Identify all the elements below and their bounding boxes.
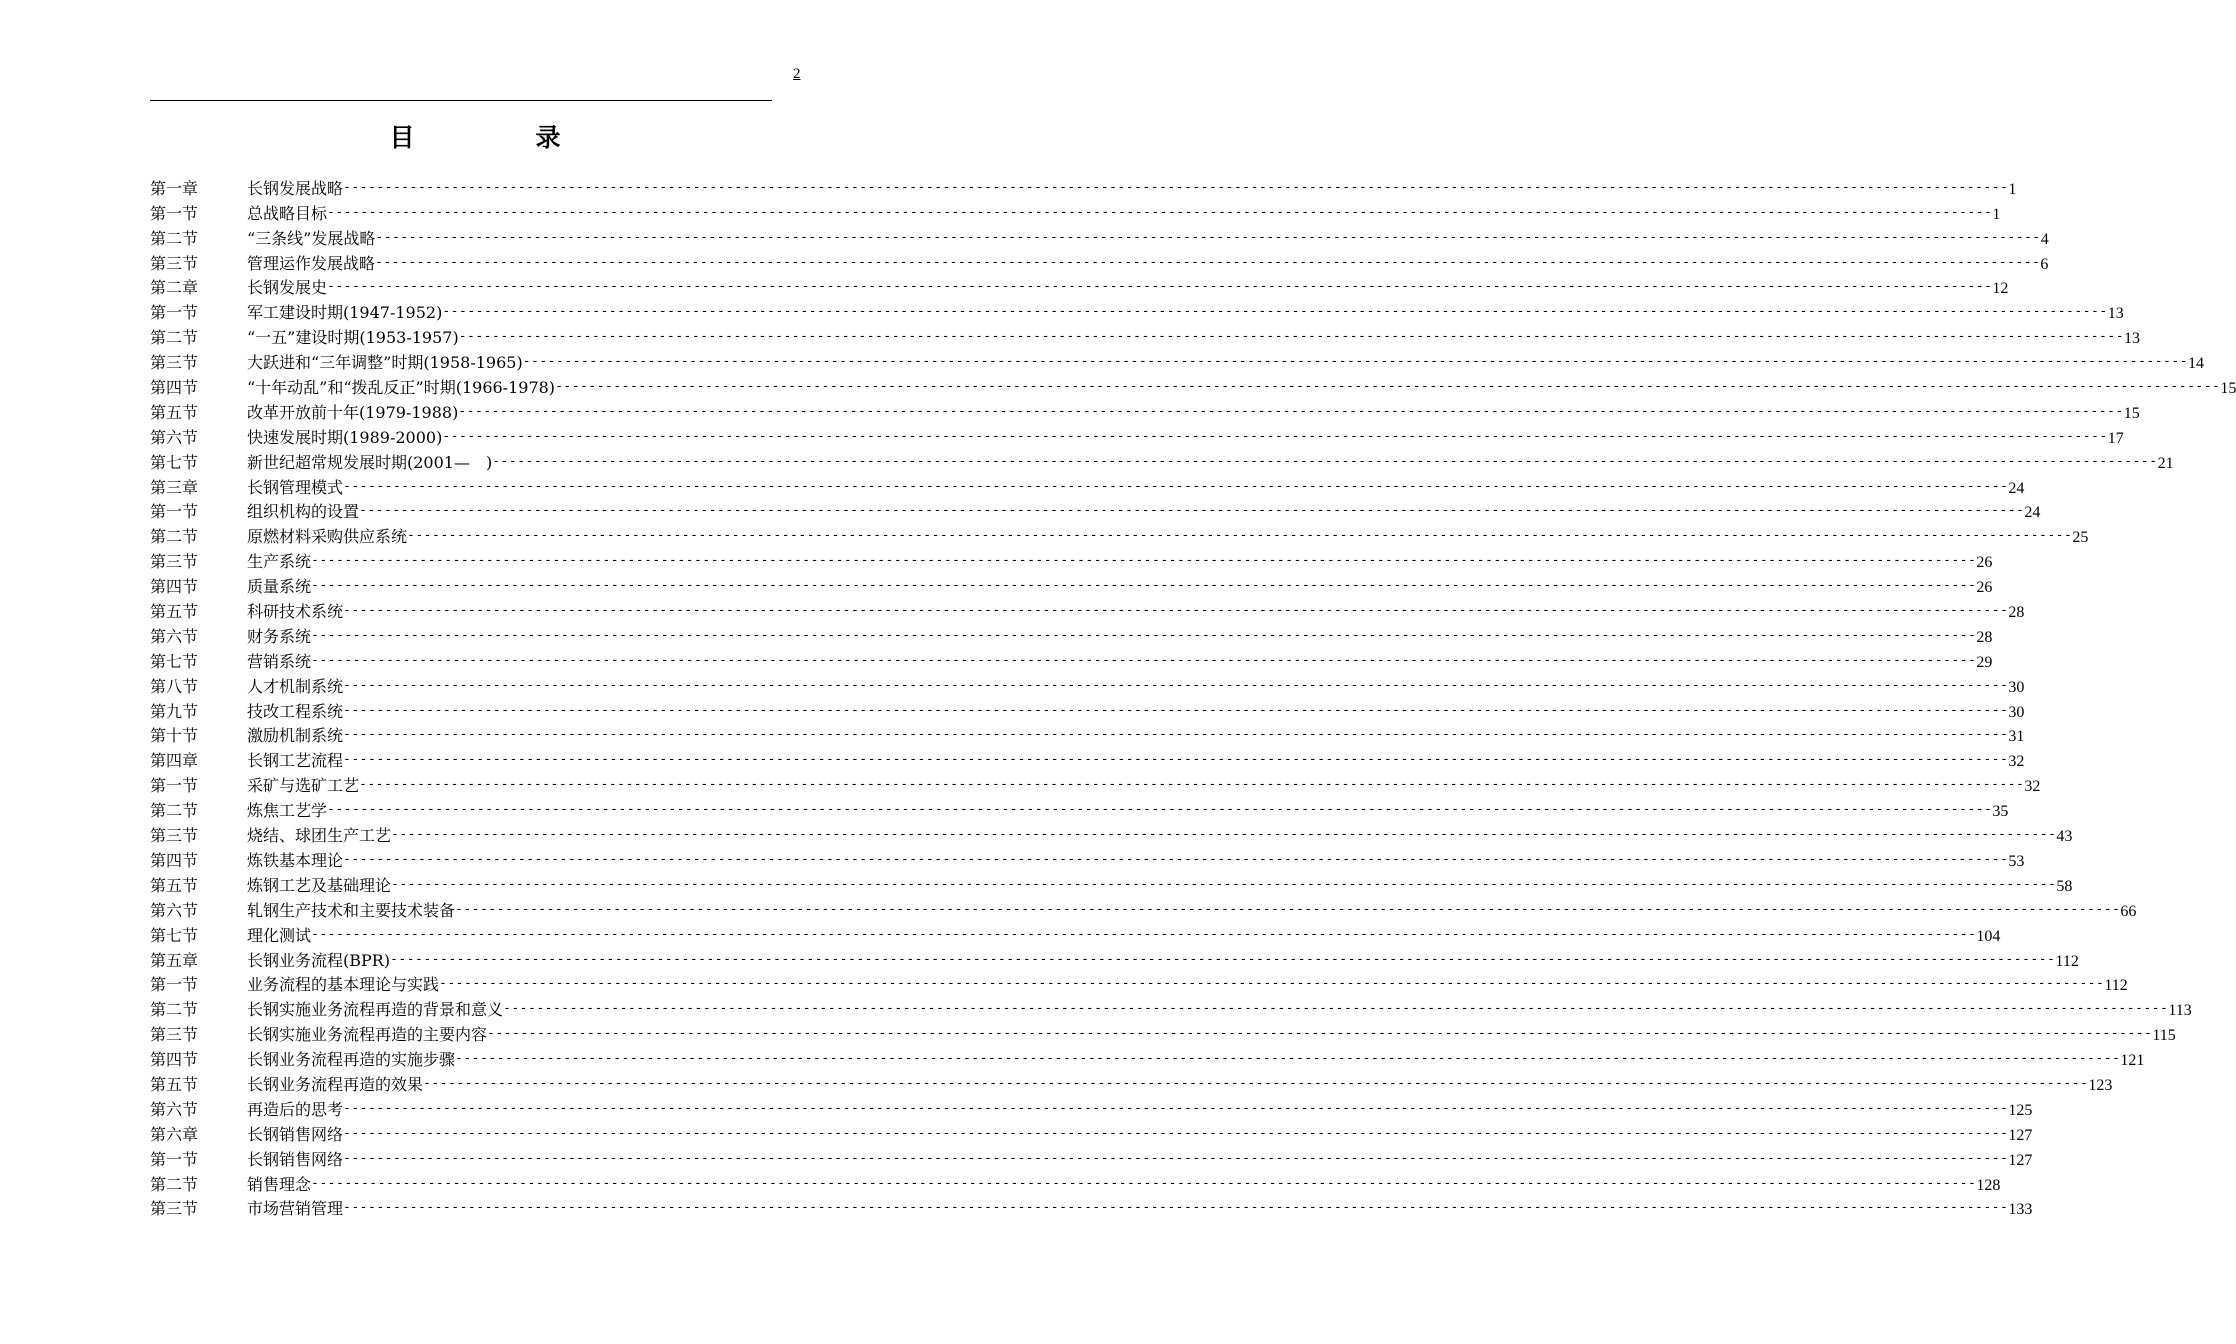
toc-entry-label: 第六节 (150, 1099, 199, 1119)
toc-entry-page: 1 (2008, 180, 2017, 198)
toc-entry-label: 第三节 (150, 1199, 199, 1219)
toc-leader-dashes: -------------------------------------------------------------------------------------------------------------------------------------------------------------------------------------------------------- (343, 603, 2009, 619)
toc-entry-title: 炼钢工艺及基础理论 (247, 875, 392, 895)
toc-entry[interactable] (150, 174, 2017, 199)
toc-entry-page: 28 (2008, 604, 2025, 622)
toc-entry-title: 再造后的思考 (247, 1099, 344, 1119)
toc-entry-label: 第二节 (150, 1174, 199, 1194)
toc-entry-page: 15 (2220, 380, 2236, 398)
toc-entry-title: 长钢业务流程(BPR) (247, 950, 391, 970)
toc-entry[interactable] (150, 1170, 2001, 1195)
toc-entry[interactable] (150, 871, 2073, 896)
toc-entry[interactable] (150, 1120, 2033, 1145)
toc-entry-page: 121 (2120, 1052, 2145, 1070)
toc-entry-title: 总战略目标 (247, 203, 328, 223)
toc-entry-page: 30 (2008, 703, 2025, 721)
toc-leader-dashes: -------------------------------------------------------------------------------------------------------------------------------------------------------------------------------------------------------- (343, 752, 2009, 768)
toc-entry-page: 113 (2168, 1002, 2192, 1020)
toc-entry[interactable] (150, 323, 2141, 348)
toc-entry-page: 13 (2124, 330, 2141, 348)
toc-entry-label: 第五节 (150, 1074, 199, 1094)
toc-entry-page: 26 (1976, 579, 1993, 597)
toc-entry-page: 24 (2008, 479, 2025, 497)
toc-leader-dashes: -------------------------------------------------------------------------------------------------------------------------------------------------------------------------------------------------------- (375, 254, 2041, 270)
toc-entry-page: 104 (1976, 927, 2001, 945)
toc-entry-title: 长钢实施业务流程再造的主要内容 (247, 1025, 488, 1045)
toc-entry[interactable] (150, 796, 2009, 821)
toc-entry[interactable] (150, 199, 2001, 224)
toc-leader-dashes: -------------------------------------------------------------------------------------------------------------------------------------------------------------------------------------------------------- (327, 279, 1993, 295)
toc-entry-page: 125 (2008, 1101, 2033, 1119)
toc-entry[interactable] (150, 1145, 2033, 1170)
toc-leader-dashes: -------------------------------------------------------------------------------------------------------------------------------------------------------------------------------------------------------- (391, 876, 2057, 892)
toc-entry[interactable] (150, 672, 2025, 697)
toc-entry-label: 第五节 (150, 402, 199, 422)
toc-entry-title: 长钢工艺流程 (247, 751, 344, 771)
toc-leader-dashes: -------------------------------------------------------------------------------------------------------------------------------------------------------------------------------------------------------- (458, 403, 2124, 419)
toc-list (150, 174, 2236, 1219)
toc-leader-dashes: -------------------------------------------------------------------------------------------------------------------------------------------------------------------------------------------------------- (343, 851, 2009, 867)
toc-entry-label: 第二节 (150, 801, 199, 821)
toc-entry-label: 第七节 (150, 452, 199, 472)
toc-entry-page: 1 (1992, 205, 2001, 223)
toc-entry-page: 133 (2008, 1201, 2033, 1219)
toc-entry[interactable] (150, 572, 1993, 597)
toc-entry-title: 长钢实施业务流程再造的背景和意义 (247, 1000, 504, 1020)
toc-leader-dashes: -------------------------------------------------------------------------------------------------------------------------------------------------------------------------------------------------------- (522, 354, 2189, 370)
toc-leader-dashes: -------------------------------------------------------------------------------------------------------------------------------------------------------------------------------------------------------- (311, 926, 1977, 942)
toc-leader-dashes: -------------------------------------------------------------------------------------------------------------------------------------------------------------------------------------------------------- (442, 304, 2108, 320)
toc-entry-title: 原燃材料采购供应系统 (247, 527, 408, 547)
toc-leader-dashes: -------------------------------------------------------------------------------------------------------------------------------------------------------------------------------------------------------- (359, 777, 2025, 793)
toc-entry[interactable] (150, 697, 2025, 722)
toc-entry-label: 第八节 (150, 676, 199, 696)
toc-entry-label: 第六章 (150, 1124, 199, 1144)
toc-entry-page: 12 (1992, 280, 2009, 298)
toc-entry[interactable] (150, 547, 1993, 572)
toc-entry-page: 128 (1976, 1176, 2001, 1194)
toc-leader-dashes: -------------------------------------------------------------------------------------------------------------------------------------------------------------------------------------------------------- (391, 827, 2057, 843)
toc-entry-label: 第一章 (150, 178, 199, 198)
toc-entry-title: 长钢销售网络 (247, 1149, 344, 1169)
toc-entry-label: 第七节 (150, 651, 199, 671)
toc-entry-page: 32 (2008, 753, 2025, 771)
toc-leader-dashes: -------------------------------------------------------------------------------------------------------------------------------------------------------------------------------------------------------- (343, 1150, 2009, 1166)
toc-leader-dashes: -------------------------------------------------------------------------------------------------------------------------------------------------------------------------------------------------------- (311, 627, 1977, 643)
toc-entry-page: 24 (2024, 504, 2041, 522)
toc-leader-dashes: -------------------------------------------------------------------------------------------------------------------------------------------------------------------------------------------------------- (343, 1200, 2009, 1216)
toc-entry[interactable] (150, 921, 2001, 946)
toc-entry-page: 31 (2008, 728, 2025, 746)
toc-entry-page: 13 (2107, 305, 2124, 323)
toc-entry-page: 32 (2024, 778, 2041, 796)
toc-entry-title: “十年动乱”和“拨乱反正”时期(1966-1978) (247, 378, 556, 398)
toc-entry[interactable] (150, 846, 2025, 871)
toc-entry-page: 127 (2008, 1151, 2033, 1169)
toc-entry[interactable] (150, 647, 1993, 672)
toc-entry-title: 市场营销管理 (247, 1199, 344, 1219)
toc-entry-page: 29 (1976, 653, 1993, 671)
toc-entry[interactable] (150, 298, 2124, 323)
toc-entry[interactable] (150, 348, 2205, 373)
toc-entry-label: 第二章 (150, 278, 199, 298)
toc-entry[interactable] (150, 249, 2049, 274)
toc-entry-title: 新世纪超常规发展时期(2001— ) (247, 452, 493, 472)
toc-entry[interactable] (150, 995, 2192, 1020)
toc-entry[interactable] (150, 1020, 2176, 1045)
toc-entry-label: 第四章 (150, 751, 199, 771)
toc-entry[interactable] (150, 971, 2128, 996)
toc-entry-page: 15 (2123, 404, 2140, 422)
toc-entry-label: 第四节 (150, 577, 199, 597)
toc-entry[interactable] (150, 373, 2236, 398)
toc-entry-page: 30 (2008, 678, 2025, 696)
toc-leader-dashes: -------------------------------------------------------------------------------------------------------------------------------------------------------------------------------------------------------- (442, 428, 2108, 444)
toc-entry[interactable] (150, 896, 2137, 921)
toc-entry[interactable] (150, 771, 2041, 796)
toc-entry-label: 第一节 (150, 502, 199, 522)
toc-leader-dashes: -------------------------------------------------------------------------------------------------------------------------------------------------------------------------------------------------------- (343, 702, 2009, 718)
toc-entry-label: 第三节 (150, 353, 199, 373)
toc-entry[interactable] (150, 224, 2049, 249)
toc-entry-page: 6 (2040, 255, 2049, 273)
toc-leader-dashes: -------------------------------------------------------------------------------------------------------------------------------------------------------------------------------------------------------- (555, 379, 2221, 395)
toc-leader-dashes: -------------------------------------------------------------------------------------------------------------------------------------------------------------------------------------------------------- (458, 329, 2125, 345)
toc-entry-page: 115 (2152, 1027, 2176, 1045)
toc-leader-dashes: -------------------------------------------------------------------------------------------------------------------------------------------------------------------------------------------------------- (343, 1125, 2009, 1141)
toc-entry[interactable] (150, 597, 2025, 622)
toc-entry-label: 第二节 (150, 228, 199, 248)
toc-entry-page: 26 (1976, 554, 1993, 572)
toc-entry-title: 技改工程系统 (247, 701, 344, 721)
toc-entry-label: 第三节 (150, 253, 199, 273)
toc-entry[interactable] (150, 274, 2009, 299)
toc-entry[interactable] (150, 1195, 2033, 1220)
toc-entry-label: 第二节 (150, 1000, 199, 1020)
toc-entry-title: 管理运作发展战略 (247, 253, 376, 273)
toc-entry-title: 科研技术系统 (247, 602, 344, 622)
toc-leader-dashes: -------------------------------------------------------------------------------------------------------------------------------------------------------------------------------------------------------- (311, 652, 1977, 668)
toc-entry[interactable] (150, 398, 2140, 423)
toc-entry-title: 军工建设时期(1947-1952) (247, 303, 443, 323)
toc-entry-title: 烧结、球团生产工艺 (247, 826, 392, 846)
toc-entry-label: 第一节 (150, 975, 199, 995)
toc-entry-title: 采矿与选矿工艺 (247, 776, 360, 796)
toc-entry[interactable] (150, 498, 2041, 523)
toc-title: 目 录 (389, 123, 609, 152)
toc-entry-label: 第十节 (150, 726, 199, 746)
toc-entry[interactable] (150, 1045, 2145, 1070)
toc-leader-dashes: -------------------------------------------------------------------------------------------------------------------------------------------------------------------------------------------------------- (343, 478, 2009, 494)
toc-leader-dashes: -------------------------------------------------------------------------------------------------------------------------------------------------------------------------------------------------------- (311, 578, 1977, 594)
toc-entry-label: 第三节 (150, 826, 199, 846)
toc-entry-title: 炼焦工艺学 (247, 801, 328, 821)
toc-leader-dashes: -------------------------------------------------------------------------------------------------------------------------------------------------------------------------------------------------------- (492, 453, 2158, 469)
toc-entry-title: “一五”建设时期(1953-1957) (247, 328, 459, 348)
toc-entry[interactable] (150, 448, 2174, 473)
toc-leader-dashes: -------------------------------------------------------------------------------------------------------------------------------------------------------------------------------------------------------- (455, 901, 2121, 917)
toc-entry-page: 25 (2072, 529, 2089, 547)
toc-entry-label: 第四节 (150, 850, 199, 870)
toc-entry-label: 第一节 (150, 303, 199, 323)
toc-entry[interactable] (150, 821, 2073, 846)
toc-leader-dashes: -------------------------------------------------------------------------------------------------------------------------------------------------------------------------------------------------------- (487, 1026, 2153, 1042)
toc-leader-dashes: -------------------------------------------------------------------------------------------------------------------------------------------------------------------------------------------------------- (343, 1100, 2009, 1116)
toc-leader-dashes: -------------------------------------------------------------------------------------------------------------------------------------------------------------------------------------------------------- (390, 951, 2056, 967)
toc-leader-dashes: -------------------------------------------------------------------------------------------------------------------------------------------------------------------------------------------------------- (439, 976, 2105, 992)
toc-entry-label: 第二节 (150, 527, 199, 547)
toc-entry[interactable] (150, 1095, 2033, 1120)
toc-leader-dashes: -------------------------------------------------------------------------------------------------------------------------------------------------------------------------------------------------------- (359, 503, 2025, 519)
toc-entry-label: 第一节 (150, 776, 199, 796)
toc-entry-title: 业务流程的基本理论与实践 (247, 975, 440, 995)
toc-entry-label: 第一节 (150, 203, 199, 223)
toc-entry-label: 第三节 (150, 1025, 199, 1045)
toc-entry-title: 长钢业务流程再造的效果 (247, 1074, 424, 1094)
toc-entry-title: 生产系统 (247, 552, 312, 572)
toc-entry[interactable] (150, 722, 2025, 747)
toc-entry[interactable] (150, 473, 2025, 498)
toc-entry-label: 第五章 (150, 950, 199, 970)
toc-leader-dashes: -------------------------------------------------------------------------------------------------------------------------------------------------------------------------------------------------------- (343, 179, 2009, 195)
toc-leader-dashes: -------------------------------------------------------------------------------------------------------------------------------------------------------------------------------------------------------- (311, 1175, 1977, 1191)
toc-entry-title: 质量系统 (247, 577, 312, 597)
toc-entry-title: 长钢发展战略 (247, 178, 344, 198)
toc-entry-page: 14 (2188, 355, 2205, 373)
toc-entry-label: 第六节 (150, 900, 199, 920)
toc-entry-page: 4 (2040, 230, 2049, 248)
toc-entry-title: 销售理念 (247, 1174, 312, 1194)
toc-entry-label: 第三章 (150, 477, 199, 497)
toc-entry-title: “三条线”发展战略 (247, 228, 376, 248)
toc-leader-dashes: -------------------------------------------------------------------------------------------------------------------------------------------------------------------------------------------------------- (343, 677, 2009, 693)
toc-entry-page: 28 (1976, 628, 1993, 646)
toc-entry-title: 营销系统 (247, 651, 312, 671)
toc-entry[interactable] (150, 622, 1993, 647)
toc-leader-dashes: -------------------------------------------------------------------------------------------------------------------------------------------------------------------------------------------------------- (503, 1001, 2169, 1017)
page-number: 2 (793, 66, 801, 82)
toc-entry-page: 127 (2008, 1126, 2033, 1144)
toc-entry[interactable] (150, 423, 2124, 448)
toc-entry-page: 35 (1992, 803, 2009, 821)
toc-entry-page: 17 (2107, 429, 2124, 447)
toc-entry[interactable] (150, 522, 2089, 547)
toc-entry-title: 长钢销售网络 (247, 1124, 344, 1144)
toc-leader-dashes: -------------------------------------------------------------------------------------------------------------------------------------------------------------------------------------------------------- (407, 528, 2073, 544)
toc-entry-label: 第七节 (150, 925, 199, 945)
toc-entry-title: 轧钢生产技术和主要技术装备 (247, 900, 456, 920)
toc-entry-title: 财务系统 (247, 626, 312, 646)
toc-entry-label: 第五节 (150, 875, 199, 895)
toc-entry-page: 66 (2120, 902, 2137, 920)
toc-leader-dashes: -------------------------------------------------------------------------------------------------------------------------------------------------------------------------------------------------------- (327, 802, 1993, 818)
toc-entry-title: 大跃进和“三年调整”时期(1958-1965) (247, 353, 523, 373)
toc-leader-dashes: -------------------------------------------------------------------------------------------------------------------------------------------------------------------------------------------------------- (343, 727, 2009, 743)
toc-entry-label: 第一节 (150, 1149, 199, 1169)
toc-entry[interactable] (150, 946, 2079, 971)
toc-entry-label: 第九节 (150, 701, 199, 721)
toc-entry-label: 第六节 (150, 626, 199, 646)
toc-entry-title: 长钢发展史 (247, 278, 328, 298)
toc-entry-title: 人才机制系统 (247, 676, 344, 696)
toc-entry-title: 改革开放前十年(1979-1988) (247, 402, 459, 422)
toc-entry-title: 长钢管理模式 (247, 477, 344, 497)
toc-entry-page: 21 (2157, 454, 2174, 472)
toc-leader-dashes: -------------------------------------------------------------------------------------------------------------------------------------------------------------------------------------------------------- (311, 553, 1977, 569)
toc-entry[interactable] (150, 746, 2025, 771)
toc-entry-label: 第六节 (150, 427, 199, 447)
toc-entry[interactable] (150, 1070, 2113, 1095)
toc-entry-label: 第四节 (150, 378, 199, 398)
toc-leader-dashes: -------------------------------------------------------------------------------------------------------------------------------------------------------------------------------------------------------- (423, 1075, 2089, 1091)
toc-entry-label: 第三节 (150, 552, 199, 572)
toc-entry-page: 53 (2008, 852, 2025, 870)
toc-entry-page: 43 (2056, 828, 2073, 846)
toc-leader-dashes: -------------------------------------------------------------------------------------------------------------------------------------------------------------------------------------------------------- (455, 1051, 2121, 1067)
toc-entry-title: 理化测试 (247, 925, 312, 945)
toc-entry-page: 112 (2055, 952, 2079, 970)
toc-leader-dashes: -------------------------------------------------------------------------------------------------------------------------------------------------------------------------------------------------------- (375, 229, 2041, 245)
toc-entry-page: 123 (2088, 1076, 2113, 1094)
toc-entry-title: 炼铁基本理论 (247, 850, 344, 870)
toc-leader-dashes: -------------------------------------------------------------------------------------------------------------------------------------------------------------------------------------------------------- (327, 204, 1993, 220)
toc-entry-title: 组织机构的设置 (247, 502, 360, 522)
toc-entry-label: 第二节 (150, 328, 199, 348)
toc-entry-title: 长钢业务流程再造的实施步骤 (247, 1050, 456, 1070)
toc-entry-page: 58 (2056, 877, 2073, 895)
toc-entry-page: 112 (2104, 977, 2128, 995)
toc-entry-title: 快速发展时期(1989-2000) (247, 427, 443, 447)
toc-entry-label: 第四节 (150, 1050, 199, 1070)
header-rule (150, 100, 772, 101)
toc-entry-title: 激励机制系统 (247, 726, 344, 746)
toc-entry-label: 第五节 (150, 602, 199, 622)
